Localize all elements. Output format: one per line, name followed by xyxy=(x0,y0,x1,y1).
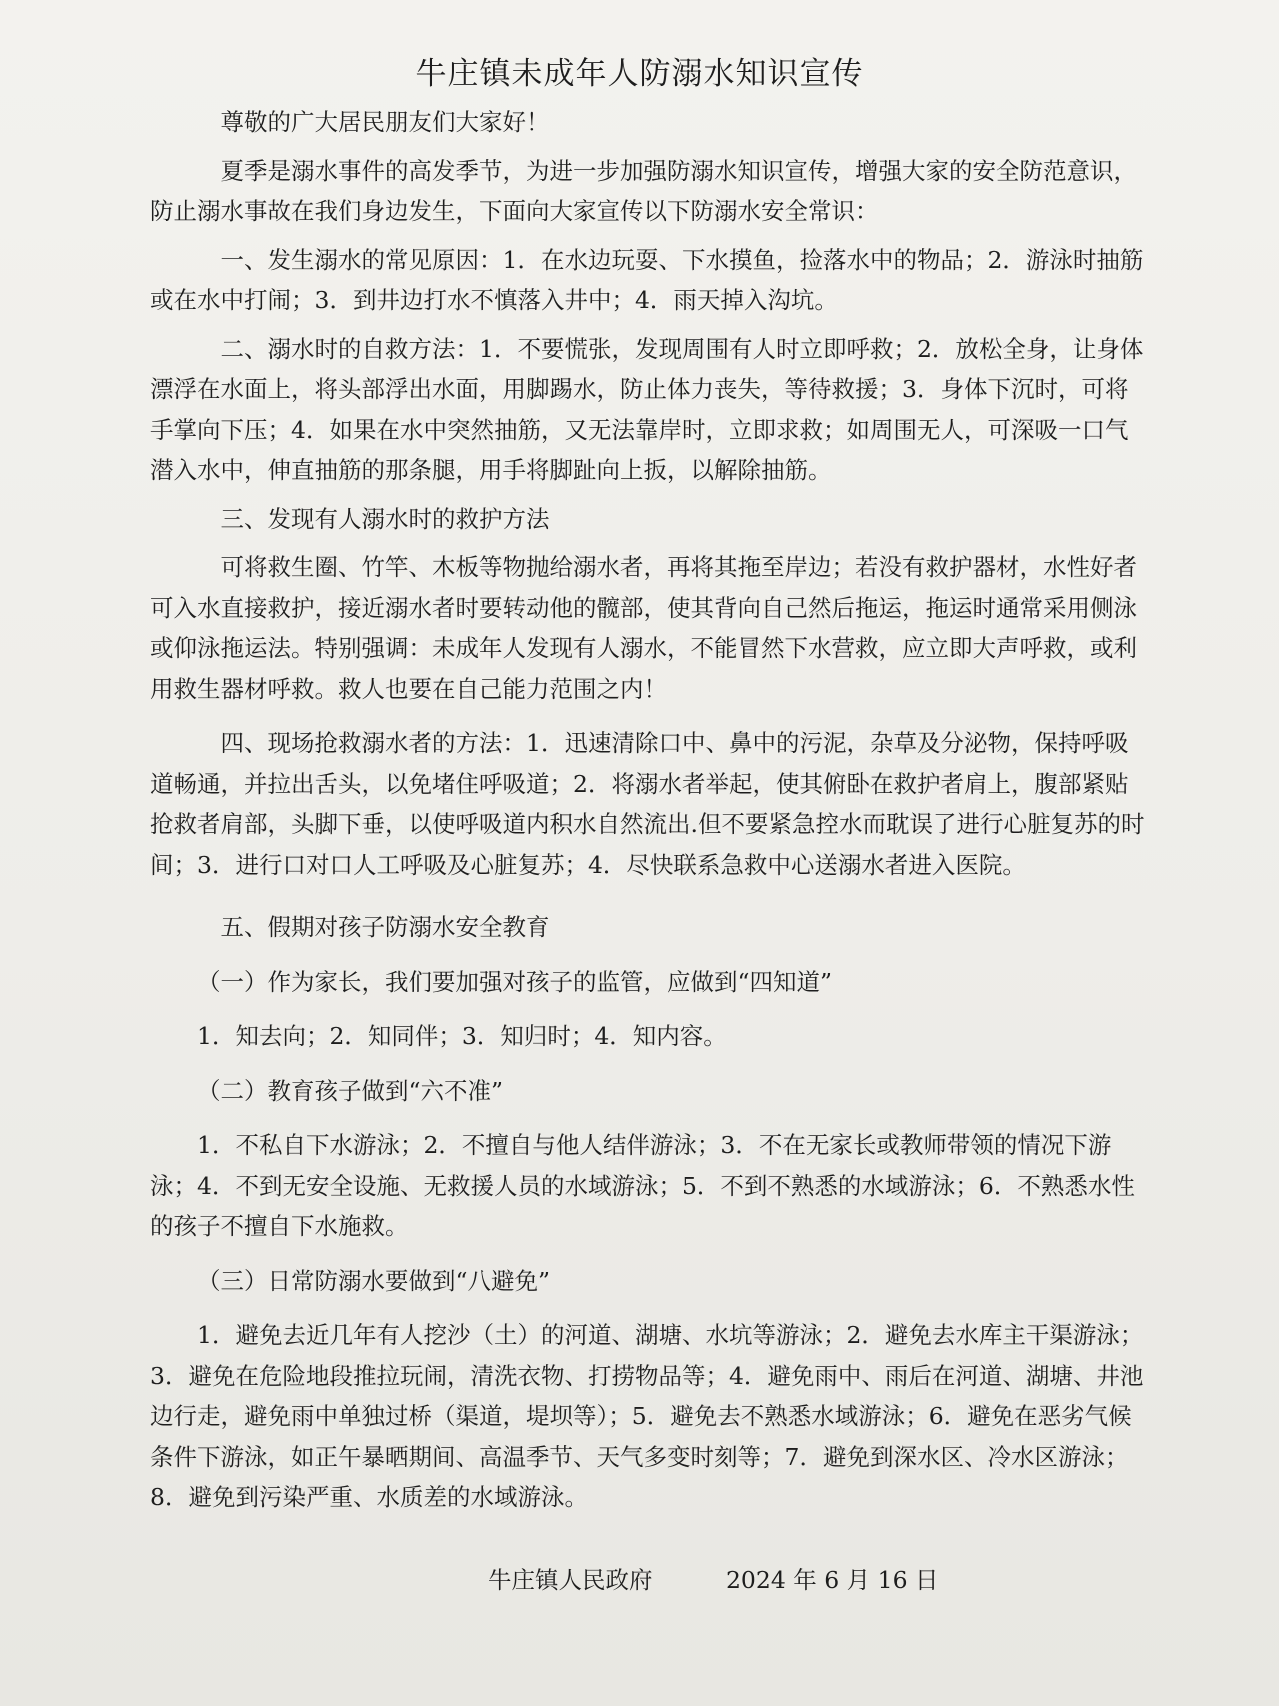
section-5-heading: 五、假期对孩子防溺水安全教育 xyxy=(220,913,550,941)
document-body xyxy=(150,102,1150,1518)
document-title: 牛庄镇未成年人防溺水知识宣传 xyxy=(415,56,864,92)
section-1-causes: 一、发生溺水的常见原因：1．在水边玩耍、下水摸鱼，捡落水中的物品；2．游泳时抽筋或在水中打闹；3．到井边打水不慎落入井中；4．雨天掉入沟坑。 xyxy=(150,245,1144,314)
section-3-body: 可将救生圈、竹竿、木板等物抛给溺水者，再将其拖至岸边；若没有救护器材，水性好者可入水直接救护，接近溺水者时要转动他的髋部，使其背向自己然后拖运，拖运时通常采用侧泳或仰泳拖运法。特别强调：未成年人发现有人溺水，不能冒然下水营救，应立即大声呼救，或利用救生器材呼救。救人也要在自己能力范围之内！ xyxy=(150,553,1137,703)
section-3-heading: 三、发现有人溺水时的救护方法 xyxy=(220,504,550,533)
subsection-1-body: 1．知去向；2．知同伴；3．知归时；4．知内容。 xyxy=(197,1022,727,1050)
section-4-first-aid: 四、现场抢救溺水者的方法：1．迅速清除口中、鼻中的污泥，杂草及分泌物，保持呼吸道畅通，并拉出舌头，以免堵住呼吸道；2．将溺水者举起，使其俯卧在救护者肩上，腹部紧贴抢救者肩部，头脚下垂，以使呼吸道内积水自然流出.但不要紧急控水而耽误了进行心脏复苏的时间；3．进行口对口人工呼吸及心脏复苏；4．尽快联系急救中心送溺水者进入医院。 xyxy=(150,729,1145,879)
greeting: 尊敬的广大居民朋友们大家好！ xyxy=(220,108,550,136)
issue-date: 2024 年 6 月 16 日 xyxy=(725,1566,939,1594)
subsection-3-body: 1．避免去近几年有人挖沙（土）的河道、湖塘、水坑等游泳；2．避免去水库主干渠游泳；3．避免在危险地段推拉玩闹，清洗衣物、打捞物品等；4．避免雨中、雨后在河道、湖塘、井池边行走，避免雨中单独过桥（渠道，堤坝等）；5．避免去不熟悉水域游泳；6．避免在恶劣气候条件下游泳，如正午暴晒期间、高温季节、天气多变时刻等；7．避免到深水区、冷水区游泳；8．避免到污染严重、水质差的水域游泳。 xyxy=(150,1321,1144,1511)
subsection-1-heading: （一）作为家长，我们要加强对孩子的监管，应做到“四知道” xyxy=(197,967,833,996)
intro-paragraph: 夏季是溺水事件的高发季节，为进一步加强防溺水知识宣传，增强大家的安全防范意识，防止溺水事故在我们身边发生，下面向大家宣传以下防溺水安全常识： xyxy=(150,156,1137,225)
subsection-2-body: 1．不私自下水游泳；2．不擅自与他人结伴游泳；3．不在无家长或教师带领的情况下游泳；4．不到无安全设施、无救援人员的水域游泳；5．不到不熟悉的水域游泳；6．不熟悉水性的孩子不擅自下水施救。 xyxy=(150,1131,1135,1240)
subsection-3-heading: （三）日常防溺水要做到“八避免” xyxy=(197,1266,551,1295)
subsection-2-heading: （二）教育孩子做到“六不准” xyxy=(197,1076,504,1105)
issuer-name: 牛庄镇人民政府 xyxy=(488,1566,653,1594)
document-footer xyxy=(488,1560,939,1600)
section-2-self-rescue: 二、溺水时的自救方法：1．不要慌张，发现周围有人时立即呼救；2．放松全身，让身体漂浮在水面上，将头部浮出水面，用脚踢水，防止体力丧失，等待救援；3．身体下沉时，可将手掌向下压；4．如果在水中突然抽筋，又无法靠岸时，立即求救；如周围无人，可深吸一口气潜入水中，伸直抽筋的那条腿，用手将脚趾向上扳，以解除抽筋。 xyxy=(150,334,1144,484)
